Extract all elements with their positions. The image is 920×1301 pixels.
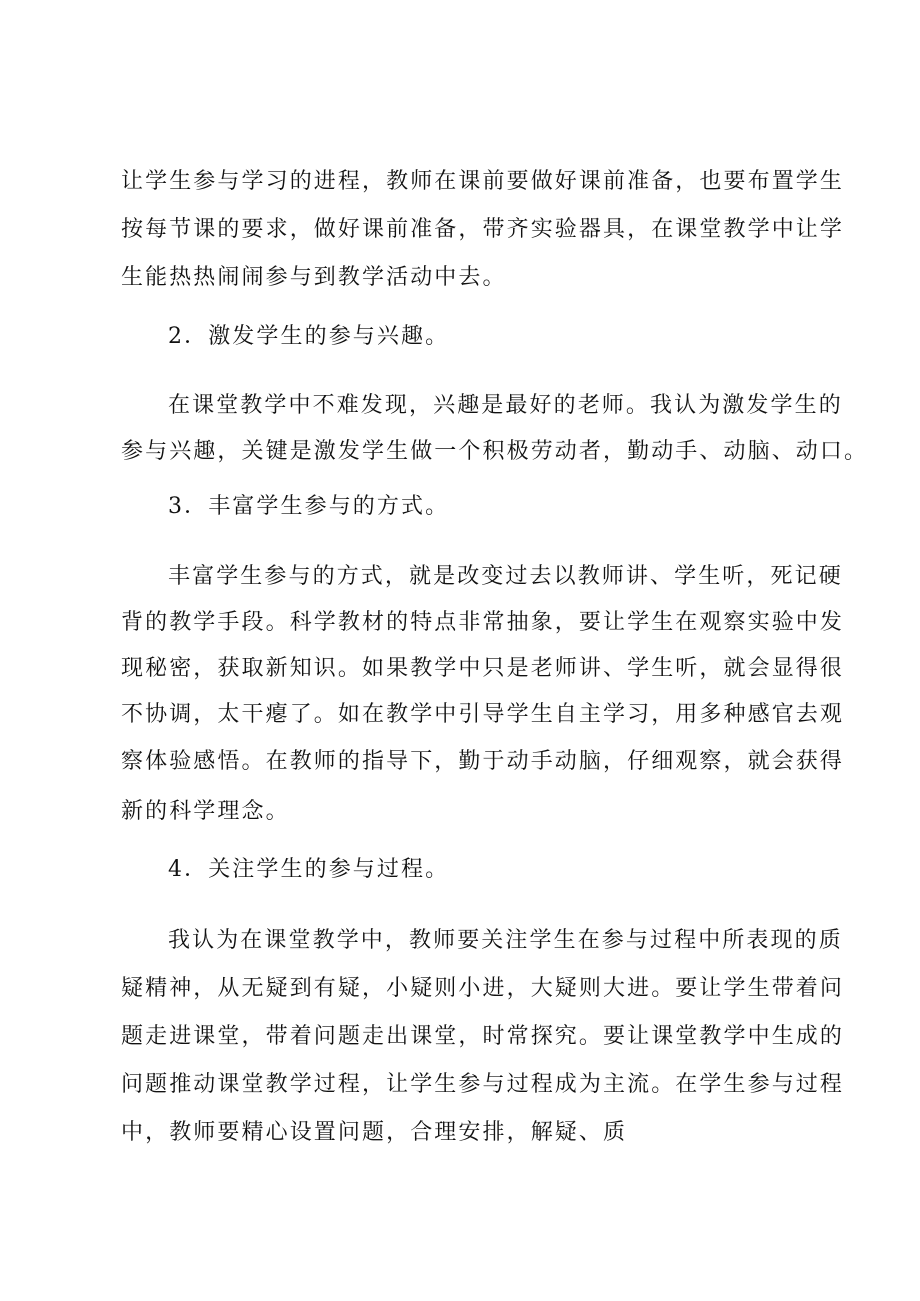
paragraph-line: 背的教学手段。科学教材的特点非常抽象，要让学生在观察实验中发 bbox=[121, 610, 845, 635]
paragraph-line: 问题推动课堂教学过程，让学生参与过程成为主流。在学生参与过程 bbox=[121, 1072, 845, 1097]
paragraph-line: 按每节课的要求，做好课前准备，带齐实验器具，在课堂教学中让学 bbox=[121, 217, 845, 242]
section-heading: 4．关注学生的参与过程。 bbox=[168, 857, 450, 882]
paragraph-line: 我认为在课堂教学中，教师要关注学生在参与过程中所表现的质 bbox=[168, 928, 843, 953]
paragraph-line: 参与兴趣，关键是激发学生做一个积极劳动者，勤动手、动脑、动口。 bbox=[121, 439, 869, 464]
paragraph-line: 察体验感悟。在教师的指导下，勤于动手动脑，仔细观察，就会获得 bbox=[121, 749, 845, 774]
paragraph-line: 在课堂教学中不难发现，兴趣是最好的老师。我认为激发学生的 bbox=[168, 393, 843, 418]
paragraph-line: 丰富学生参与的方式，就是改变过去以教师讲、学生听，死记硬 bbox=[168, 564, 843, 589]
paragraph-line: 中，教师要精心设置问题，合理安排，解疑、质 bbox=[121, 1120, 628, 1145]
section-heading: 3．丰富学生参与的方式。 bbox=[168, 494, 450, 519]
paragraph-line: 生能热热闹闹参与到教学活动中去。 bbox=[121, 265, 507, 290]
paragraph-line: 让学生参与学习的进程，教师在课前要做好课前准备，也要布置学生 bbox=[121, 169, 845, 194]
paragraph-line: 新的科学理念。 bbox=[121, 799, 290, 824]
paragraph-line: 不协调，太干瘪了。如在教学中引导学生自主学习，用多种感官去观 bbox=[121, 702, 845, 727]
section-heading: 2．激发学生的参与兴趣。 bbox=[168, 324, 450, 349]
paragraph-line: 现秘密，获取新知识。如果教学中只是老师讲、学生听，就会显得很 bbox=[121, 656, 845, 681]
paragraph-line: 题走进课堂，带着问题走出课堂，时常探究。要让课堂教学中生成的 bbox=[121, 1024, 845, 1049]
paragraph-line: 疑精神，从无疑到有疑，小疑则小进，大疑则大进。要让学生带着问 bbox=[121, 976, 845, 1001]
